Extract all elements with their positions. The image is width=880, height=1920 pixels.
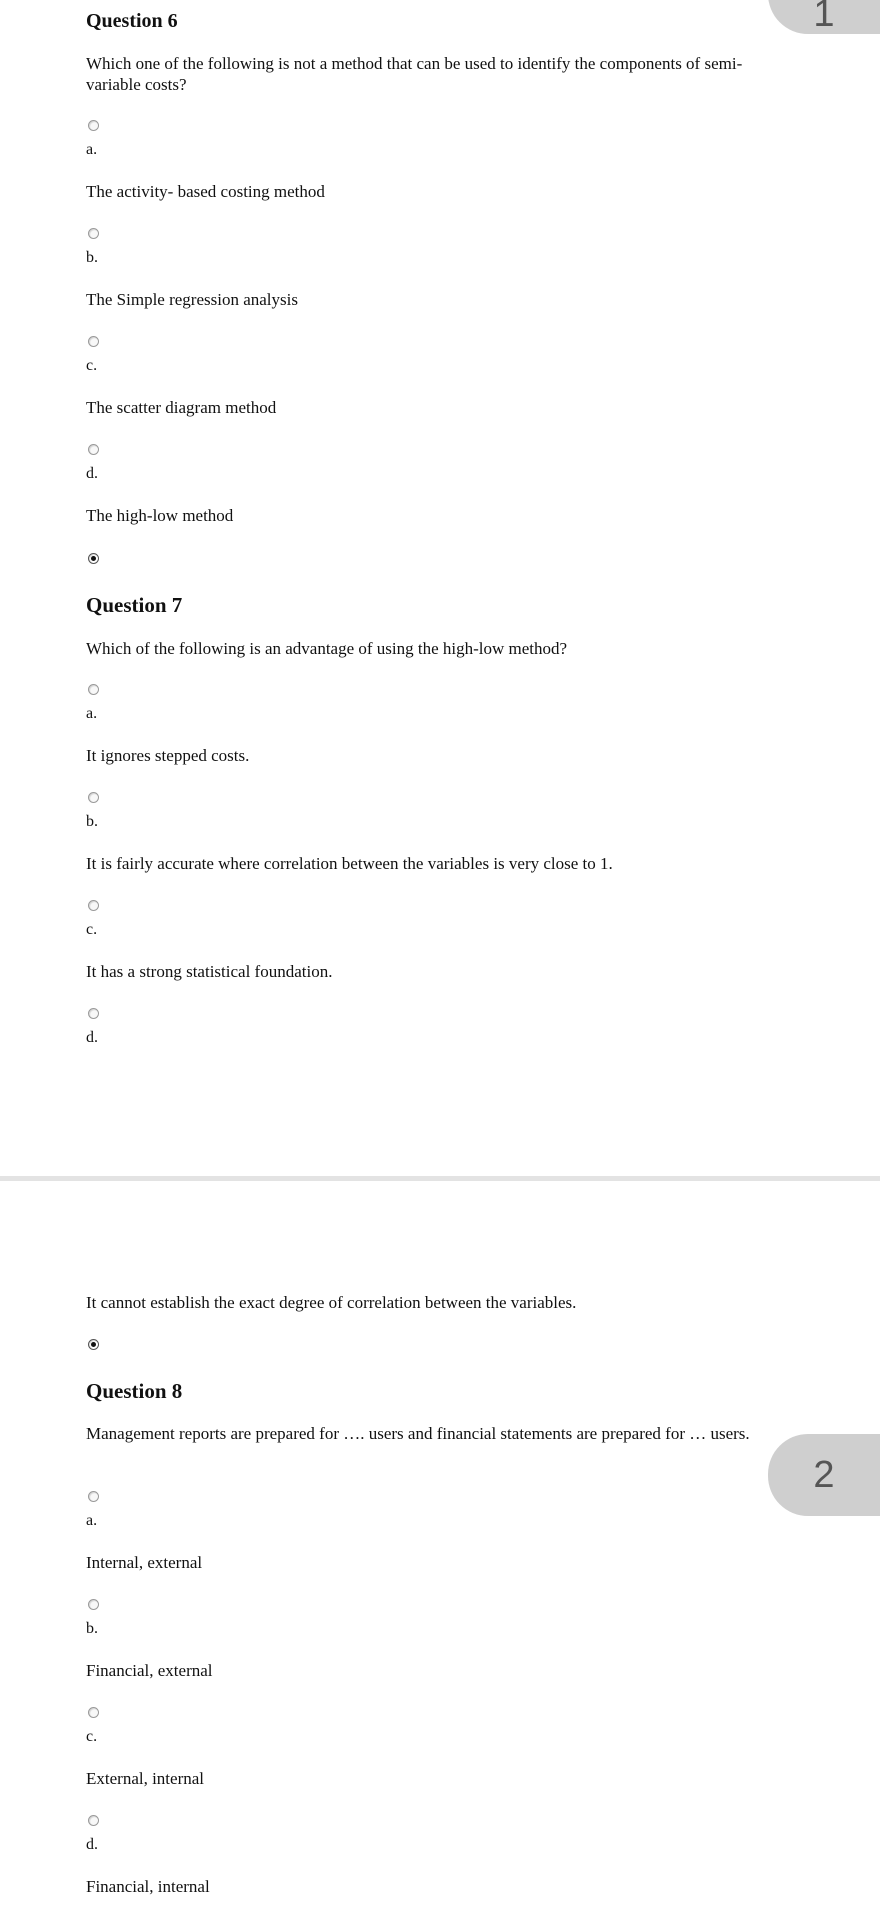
option-radio-c[interactable] [88,1707,99,1718]
option-text: It ignores stepped costs. [86,746,250,765]
question-text: Which one of the following is not a method that can be used to identify the components of semi-variable costs? [86,54,743,94]
option-text: The activity- based costing method [86,182,325,201]
option-radio-a[interactable] [88,684,99,695]
option-text: Financial, external [86,1661,213,1680]
page-divider [0,1176,880,1181]
option-letter: b. [86,249,98,266]
option-radio-c[interactable] [88,900,99,911]
option-text: It is fairly accurate where correlation between the variables is very close to 1. [86,854,613,873]
option-letter: d. [86,1836,98,1853]
option-letter: b. [86,1620,98,1637]
selected-answer-radio[interactable] [88,1339,99,1350]
page-number-badge: 1 [768,0,880,34]
question-text: Which of the following is an advantage of using the high-low method? [86,639,568,658]
option-letter: d. [86,1029,98,1046]
option-radio-b[interactable] [88,1599,99,1610]
option-text: Internal, external [86,1553,203,1572]
question-title: Question 7 [86,593,183,617]
option-text: The high-low method [86,506,234,525]
page-number-badge: 2 [768,1434,880,1516]
option-radio-a[interactable] [88,120,99,131]
option-radio-c[interactable] [88,336,99,347]
option-letter: b. [86,813,98,830]
option-text: It has a strong statistical foundation. [86,962,333,981]
option-radio-b[interactable] [88,792,99,803]
option-radio-a[interactable] [88,1491,99,1502]
selected-answer-radio[interactable] [88,553,99,564]
option-radio-d[interactable] [88,444,99,455]
option-text: The scatter diagram method [86,398,277,417]
option-text: External, internal [86,1769,205,1788]
question-text: Management reports are prepared for …. users and financial statements are prepared for … users. [86,1424,750,1443]
option-letter: c. [86,921,98,938]
option-letter: a. [86,1512,98,1529]
option-letter: d. [86,465,98,482]
option-letter: c. [86,357,98,374]
option-text: The Simple regression analysis [86,290,298,309]
option-radio-b[interactable] [88,228,99,239]
option-text: It cannot establish the exact degree of correlation between the variables. [86,1293,577,1312]
option-letter: c. [86,1728,98,1745]
option-letter: a. [86,705,98,722]
option-radio-d[interactable] [88,1815,99,1826]
option-letter: a. [86,141,98,158]
option-radio-d[interactable] [88,1008,99,1019]
option-text: Financial, internal [86,1877,210,1896]
question-title: Question 6 [86,10,178,32]
question-title: Question 8 [86,1379,183,1403]
